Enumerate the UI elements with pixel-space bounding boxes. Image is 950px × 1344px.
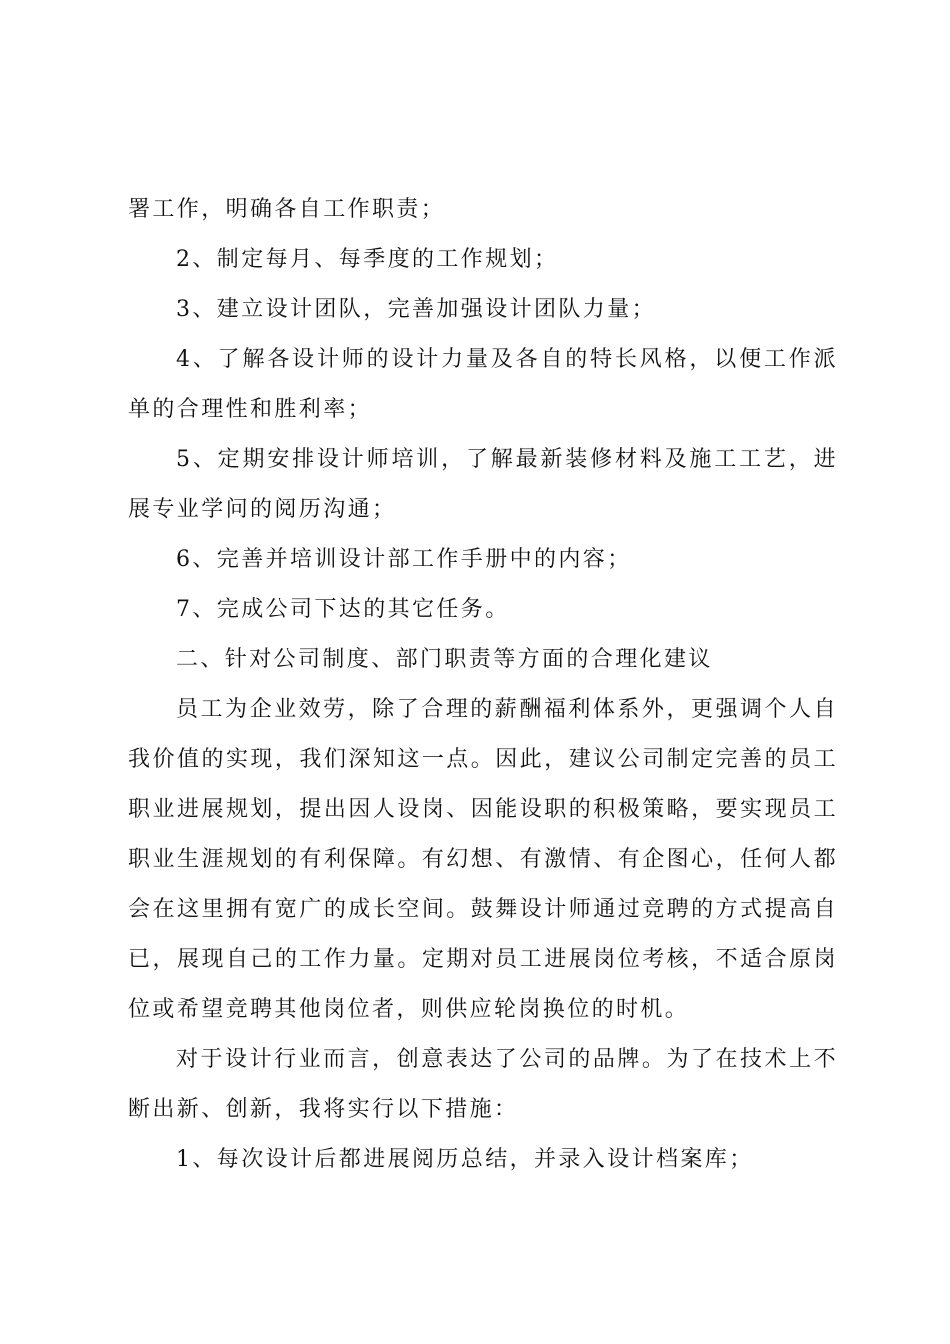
- list-item-3: 3、建立设计团队，完善加强设计团队力量；: [176, 297, 656, 322]
- paragraph-continuation: 署工作，明确各自工作职责；: [128, 197, 446, 222]
- list-item-4: 4、了解各设计师的设计力量及各自的特长风格，以便工作派单的合理性和胜利率；: [128, 347, 838, 422]
- list-item-2: 2、制定每月、每季度的工作规划；: [176, 247, 559, 272]
- body-paragraph: 员工为企业效劳，除了合理的薪酬福利体系外，更强调个人自我价值的实现，我们深知这一点。因此，建议公司制定完善的员工职业进展规划，提出因人设岗、因能设职的积极策略，要实现员工职业生涯规划的有利保障。有幻想、有激情、有企图心，任何人都会在这里拥有宽广的成长空间。鼓舞设计师通过竞聘的方式提高自已，展现自己的工作力量。定期对员工进展岗位考核，不适合原岗位或希望竞聘其他岗位者，则供应轮岗换位的时机。: [128, 697, 838, 1022]
- body-paragraph: 对于设计行业而言，创意表达了公司的品牌。为了在技术上不断出新、创新，我将实行以下措施：: [128, 1047, 838, 1122]
- document-body: [128, 185, 838, 1185]
- list-item-7: 7、完成公司下达的其它任务。: [176, 597, 510, 622]
- list-item-5: 5、定期安排设计师培训，了解最新装修材料及施工工艺，进展专业学问的阅历沟通；: [128, 447, 838, 522]
- list-item-6: 6、完善并培训设计部工作手册中的内容；: [176, 547, 632, 572]
- list-item-1: 1、每次设计后都进展阅历总结，并录入设计档案库；: [176, 1147, 754, 1172]
- section-heading: 二、针对公司制度、部门职责等方面的合理化建议: [176, 647, 713, 672]
